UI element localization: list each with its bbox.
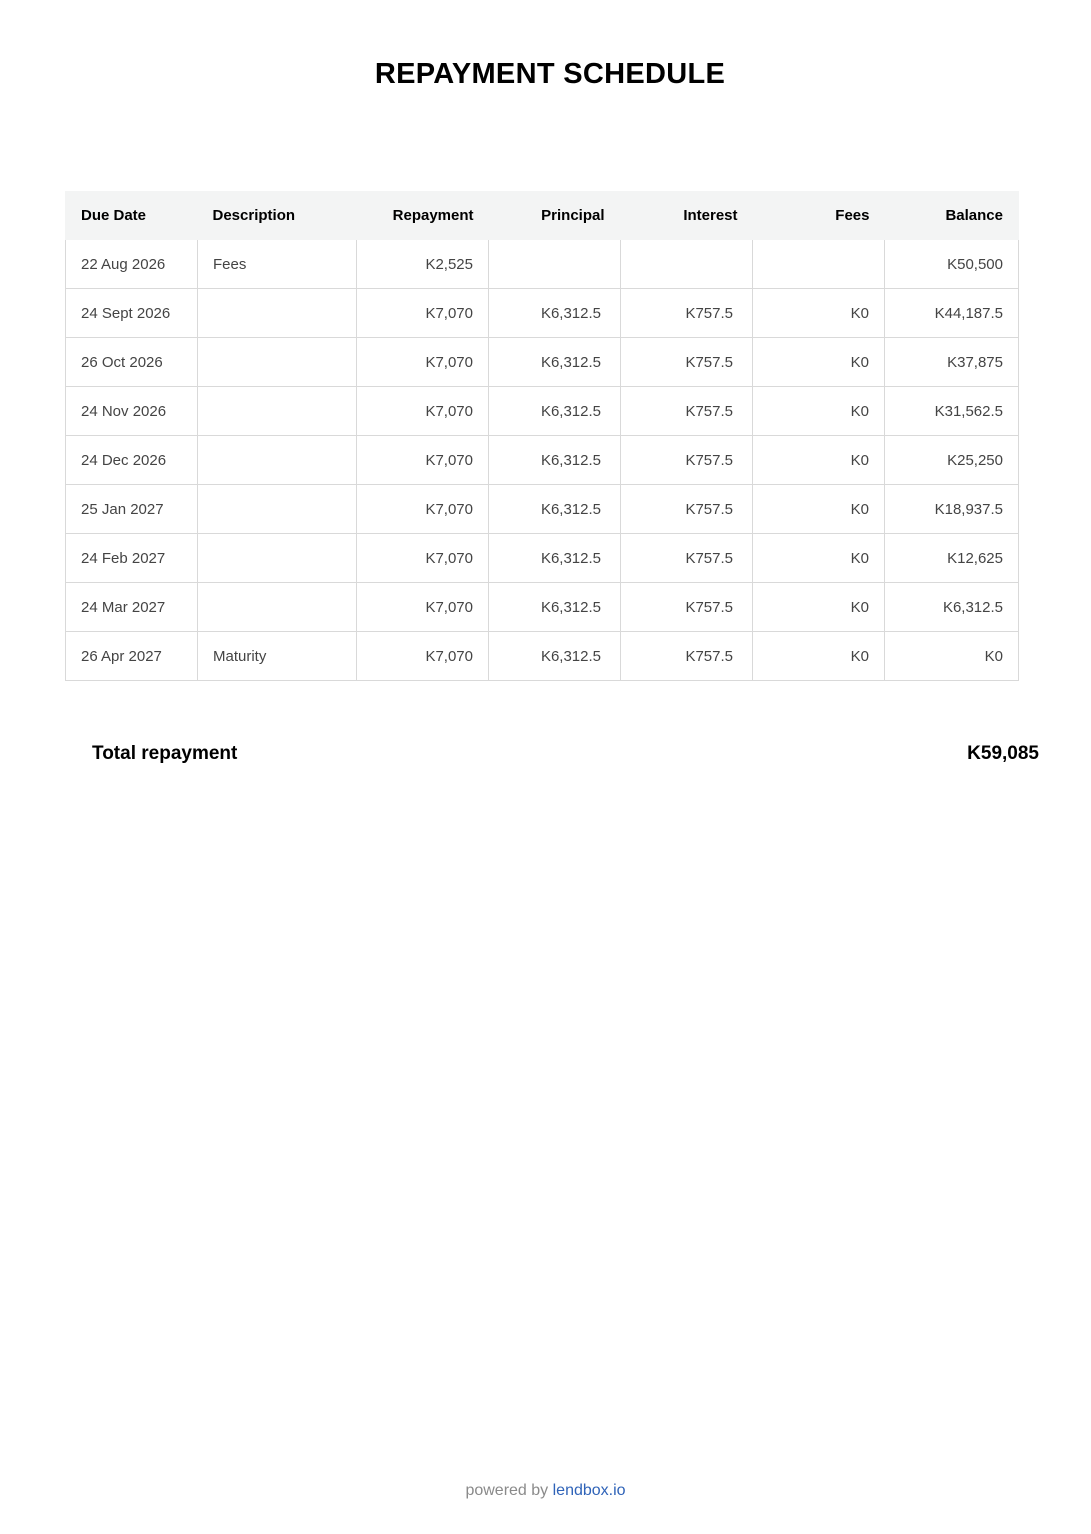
cell-description — [198, 583, 357, 632]
cell-balance: K6,312.5 — [885, 583, 1019, 632]
cell-principal: K6,312.5 — [489, 632, 621, 681]
cell-interest: K757.5 — [621, 583, 753, 632]
footer-prefix: powered by — [465, 1482, 549, 1499]
table-row — [66, 240, 1019, 289]
cell-repayment: K7,070 — [357, 485, 489, 534]
table-row — [66, 632, 1019, 681]
table-row — [66, 485, 1019, 534]
total-repayment-label: Total repayment — [92, 743, 238, 764]
table-row — [66, 289, 1019, 338]
cell-balance: K50,500 — [885, 240, 1019, 289]
table-row — [66, 338, 1019, 387]
cell-repayment: K7,070 — [357, 338, 489, 387]
cell-due-date: 22 Aug 2026 — [66, 240, 198, 289]
page-title: REPAYMENT SCHEDULE — [374, 58, 726, 90]
cell-principal: K6,312.5 — [489, 436, 621, 485]
cell-fees — [753, 240, 885, 289]
cell-principal: K6,312.5 — [489, 534, 621, 583]
header-balance: Balance — [885, 191, 1019, 240]
cell-due-date: 25 Jan 2027 — [66, 485, 198, 534]
cell-balance: K12,625 — [885, 534, 1019, 583]
cell-principal — [489, 240, 621, 289]
total-repayment-value: K59,085 — [967, 743, 1039, 764]
footer-powered-by — [0, 1482, 1091, 1500]
cell-description — [198, 289, 357, 338]
cell-balance: K25,250 — [885, 436, 1019, 485]
header-interest: Interest — [621, 191, 753, 240]
cell-due-date: 26 Apr 2027 — [66, 632, 198, 681]
cell-principal: K6,312.5 — [489, 485, 621, 534]
cell-due-date: 24 Sept 2026 — [66, 289, 198, 338]
cell-fees: K0 — [753, 338, 885, 387]
cell-fees: K0 — [753, 387, 885, 436]
cell-repayment: K7,070 — [357, 583, 489, 632]
cell-interest: K757.5 — [621, 387, 753, 436]
cell-fees: K0 — [753, 583, 885, 632]
cell-interest: K757.5 — [621, 534, 753, 583]
cell-interest: K757.5 — [621, 436, 753, 485]
cell-interest: K757.5 — [621, 289, 753, 338]
cell-interest: K757.5 — [621, 338, 753, 387]
cell-balance: K0 — [885, 632, 1019, 681]
header-description: Description — [198, 191, 357, 240]
cell-repayment: K7,070 — [357, 289, 489, 338]
cell-balance: K31,562.5 — [885, 387, 1019, 436]
cell-principal: K6,312.5 — [489, 387, 621, 436]
cell-fees: K0 — [753, 632, 885, 681]
cell-principal: K6,312.5 — [489, 289, 621, 338]
header-fees: Fees — [753, 191, 885, 240]
cell-due-date: 24 Dec 2026 — [66, 436, 198, 485]
table-header-row — [66, 191, 1019, 240]
cell-interest: K757.5 — [621, 485, 753, 534]
cell-due-date: 24 Feb 2027 — [66, 534, 198, 583]
cell-description: Fees — [198, 240, 357, 289]
cell-description — [198, 338, 357, 387]
header-due-date: Due Date — [66, 191, 198, 240]
cell-repayment: K2,525 — [357, 240, 489, 289]
table-row — [66, 534, 1019, 583]
cell-principal: K6,312.5 — [489, 583, 621, 632]
header-repayment: Repayment — [357, 191, 489, 240]
table-row — [66, 583, 1019, 632]
cell-description — [198, 387, 357, 436]
table-row — [66, 436, 1019, 485]
cell-interest — [621, 240, 753, 289]
cell-balance: K18,937.5 — [885, 485, 1019, 534]
cell-due-date: 24 Mar 2027 — [66, 583, 198, 632]
footer-brand-link[interactable]: lendbox.io — [552, 1482, 626, 1499]
cell-repayment: K7,070 — [357, 632, 489, 681]
cell-description — [198, 485, 357, 534]
cell-description — [198, 436, 357, 485]
cell-interest: K757.5 — [621, 632, 753, 681]
cell-balance: K44,187.5 — [885, 289, 1019, 338]
cell-due-date: 24 Nov 2026 — [66, 387, 198, 436]
cell-balance: K37,875 — [885, 338, 1019, 387]
cell-fees: K0 — [753, 485, 885, 534]
cell-fees: K0 — [753, 289, 885, 338]
cell-repayment: K7,070 — [357, 436, 489, 485]
cell-due-date: 26 Oct 2026 — [66, 338, 198, 387]
cell-fees: K0 — [753, 534, 885, 583]
cell-description — [198, 534, 357, 583]
cell-fees: K0 — [753, 436, 885, 485]
header-principal: Principal — [489, 191, 621, 240]
table-row — [66, 387, 1019, 436]
cell-repayment: K7,070 — [357, 534, 489, 583]
cell-repayment: K7,070 — [357, 387, 489, 436]
cell-description: Maturity — [198, 632, 357, 681]
repayment-schedule-table — [65, 191, 1019, 681]
cell-principal: K6,312.5 — [489, 338, 621, 387]
